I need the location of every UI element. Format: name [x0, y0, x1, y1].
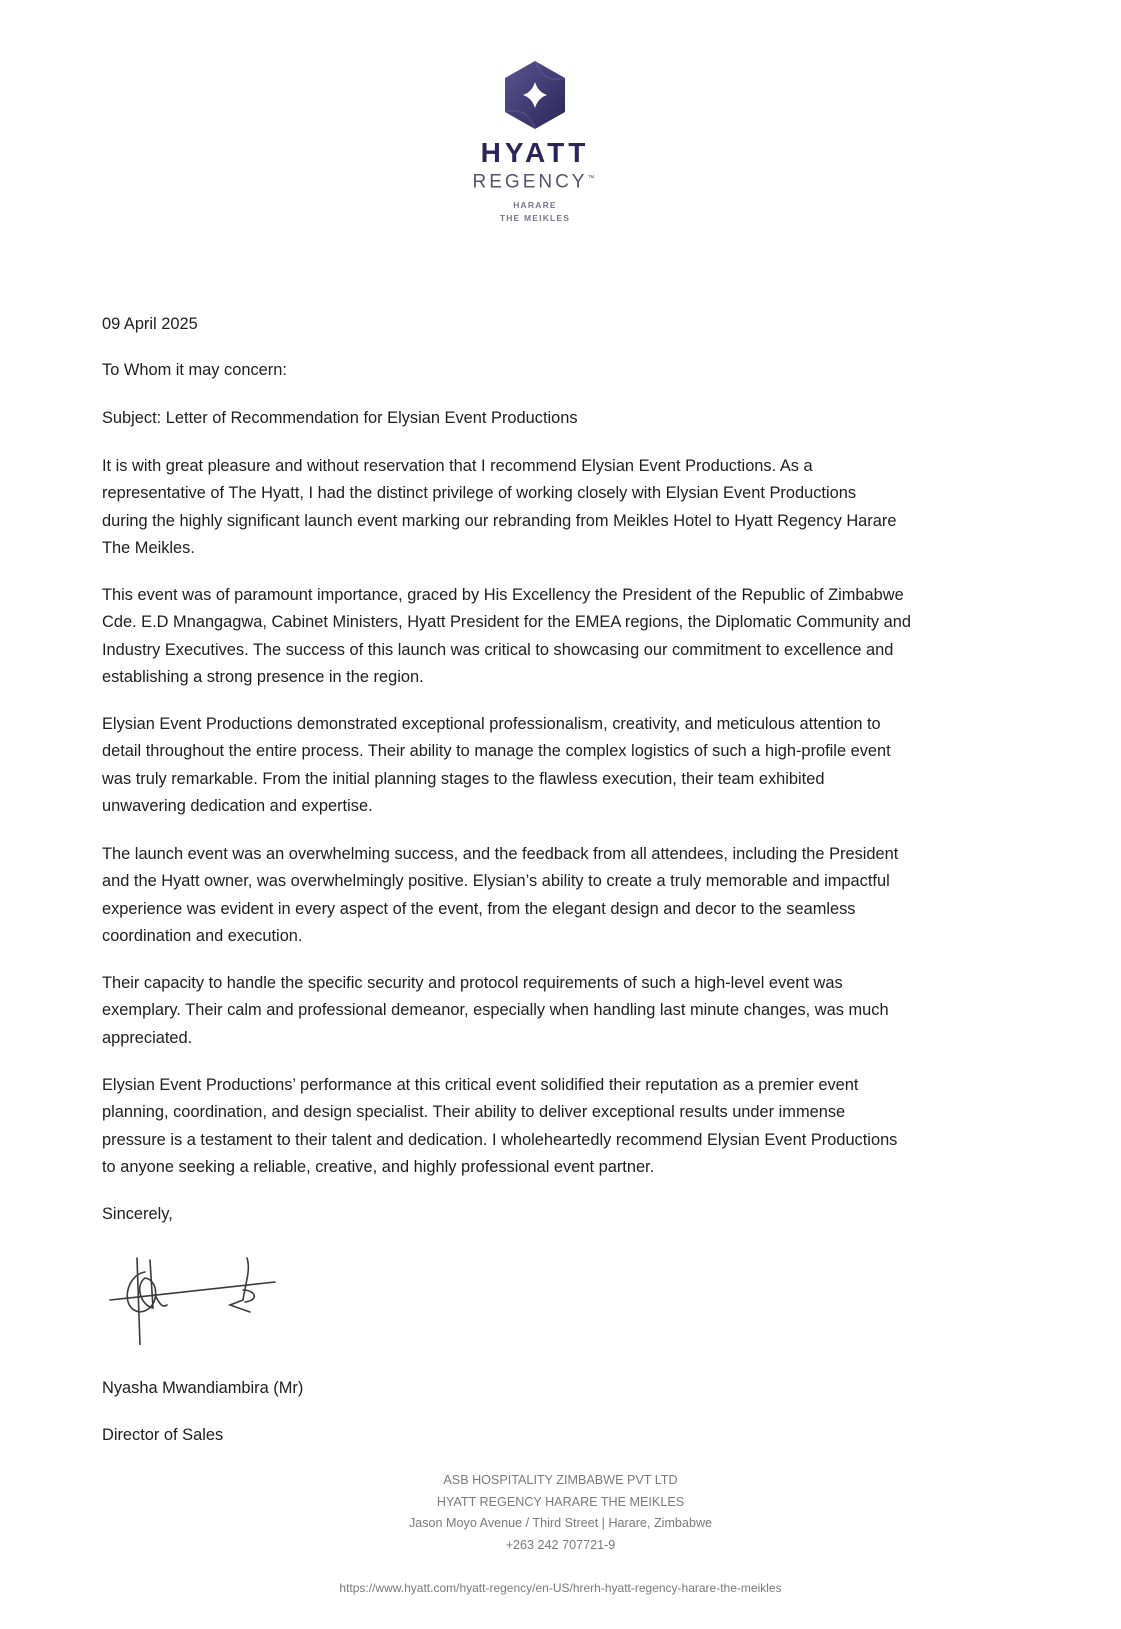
line: was truly remarkable. From the initial planning stages to the flawless execution, their team exhibited [102, 769, 825, 788]
line: during the highly significant launch event marking our rebranding from Meikles Hotel to Hyatt Regency Harare [102, 511, 897, 530]
salutation: To Whom it may concern: [102, 361, 287, 379]
paragraph-2 [102, 582, 911, 691]
line: experience was evident in every aspect of the event, from the elegant design and decor to the seamless [102, 899, 856, 918]
line: to anyone seeking a reliable, creative, and highly professional event partner. [102, 1157, 655, 1176]
footer-address-block [0, 1470, 1121, 1556]
footer-address: Jason Moyo Avenue / Third Street | Harare, Zimbabwe [408, 1516, 713, 1531]
letter-date: 09 April 2025 [102, 315, 198, 333]
footer-hotel: HYATT REGENCY HARARE THE MEIKLES [436, 1494, 685, 1509]
hyatt-regency-logo [435, 60, 635, 225]
line: It is with great pleasure and without reservation that I recommend Elysian Event Productions. As a [102, 457, 813, 475]
footer-company: ASB HOSPITALITY ZIMBABWE PVT LTD [443, 1473, 678, 1487]
line: representative of The Hyatt, I had the distinct privilege of working closely with Elysian Event Productions [102, 484, 857, 503]
line: exemplary. Their calm and professional demeanor, especially when handling last minute changes, was much [102, 1001, 889, 1020]
footer-phone: +263 242 707721-9 [505, 1537, 616, 1552]
paragraph-1 [102, 453, 896, 562]
line: unwavering dedication and expertise. [102, 796, 373, 815]
signer-name: Nyasha Mwandiambira (Mr) [102, 1379, 304, 1397]
footer-url[interactable]: https://www.hyatt.com/hyatt-regency/en-US/hrerh-hyatt-regency-harare-the-meikles [339, 1581, 782, 1595]
line: detail throughout the entire process. Their ability to manage the complex logistics of such a high-profile event [102, 742, 891, 761]
closing: Sincerely, [102, 1205, 173, 1223]
logo-hyatt: HYATT [480, 137, 590, 168]
logo-regency: REGENCY™ [472, 171, 598, 193]
line: The Meikles. [102, 538, 195, 557]
line: pressure is a testament to their talent and dedication. I wholeheartedly recommend Elysian Event Productions [102, 1130, 898, 1149]
line: Elysian Event Productions demonstrated exceptional professionalism, creativity, and meticulous attention to [102, 715, 881, 733]
paragraph-3 [102, 711, 891, 820]
logo-harare: HARARE [513, 200, 557, 211]
line: The launch event was an overwhelming success, and the feedback from all attendees, including the President [102, 845, 899, 863]
paragraph-4 [102, 841, 898, 950]
line: Industry Executives. The success of this launch was critical to showcasing our commitment to excellence and [102, 640, 894, 659]
line: Their capacity to handle the specific security and protocol requirements of such a high-level event was [102, 974, 843, 992]
line: Elysian Event Productions’ performance at this critical event solidified their reputation as a premier event [102, 1076, 859, 1094]
logo-the-meikles: THE MEIKLES [499, 213, 571, 224]
line: and the Hyatt owner, was overwhelmingly positive. Elysian’s ability to create a truly memorable and impactful [102, 872, 890, 891]
line: establishing a strong presence in the region. [102, 667, 424, 686]
paragraph-6 [102, 1072, 897, 1181]
handwritten-signature [105, 1250, 305, 1345]
line: This event was of paramount importance, graced by His Excellency the President of the Republic of Zimbabwe [102, 586, 904, 604]
hyatt-hexagon-icon [503, 60, 567, 130]
line: appreciated. [102, 1028, 193, 1047]
subject-line: Subject: Letter of Recommendation for Elysian Event Productions [102, 409, 578, 427]
paragraph-5 [102, 970, 889, 1052]
line: Cde. E.D Mnangagwa, Cabinet Ministers, Hyatt President for the EMEA regions, the Diplomatic Community and [102, 613, 911, 632]
line: coordination and execution. [102, 926, 303, 945]
line: planning, coordination, and design specialist. Their ability to deliver exceptional results under immense [102, 1103, 846, 1122]
signer-title: Director of Sales [102, 1426, 224, 1444]
